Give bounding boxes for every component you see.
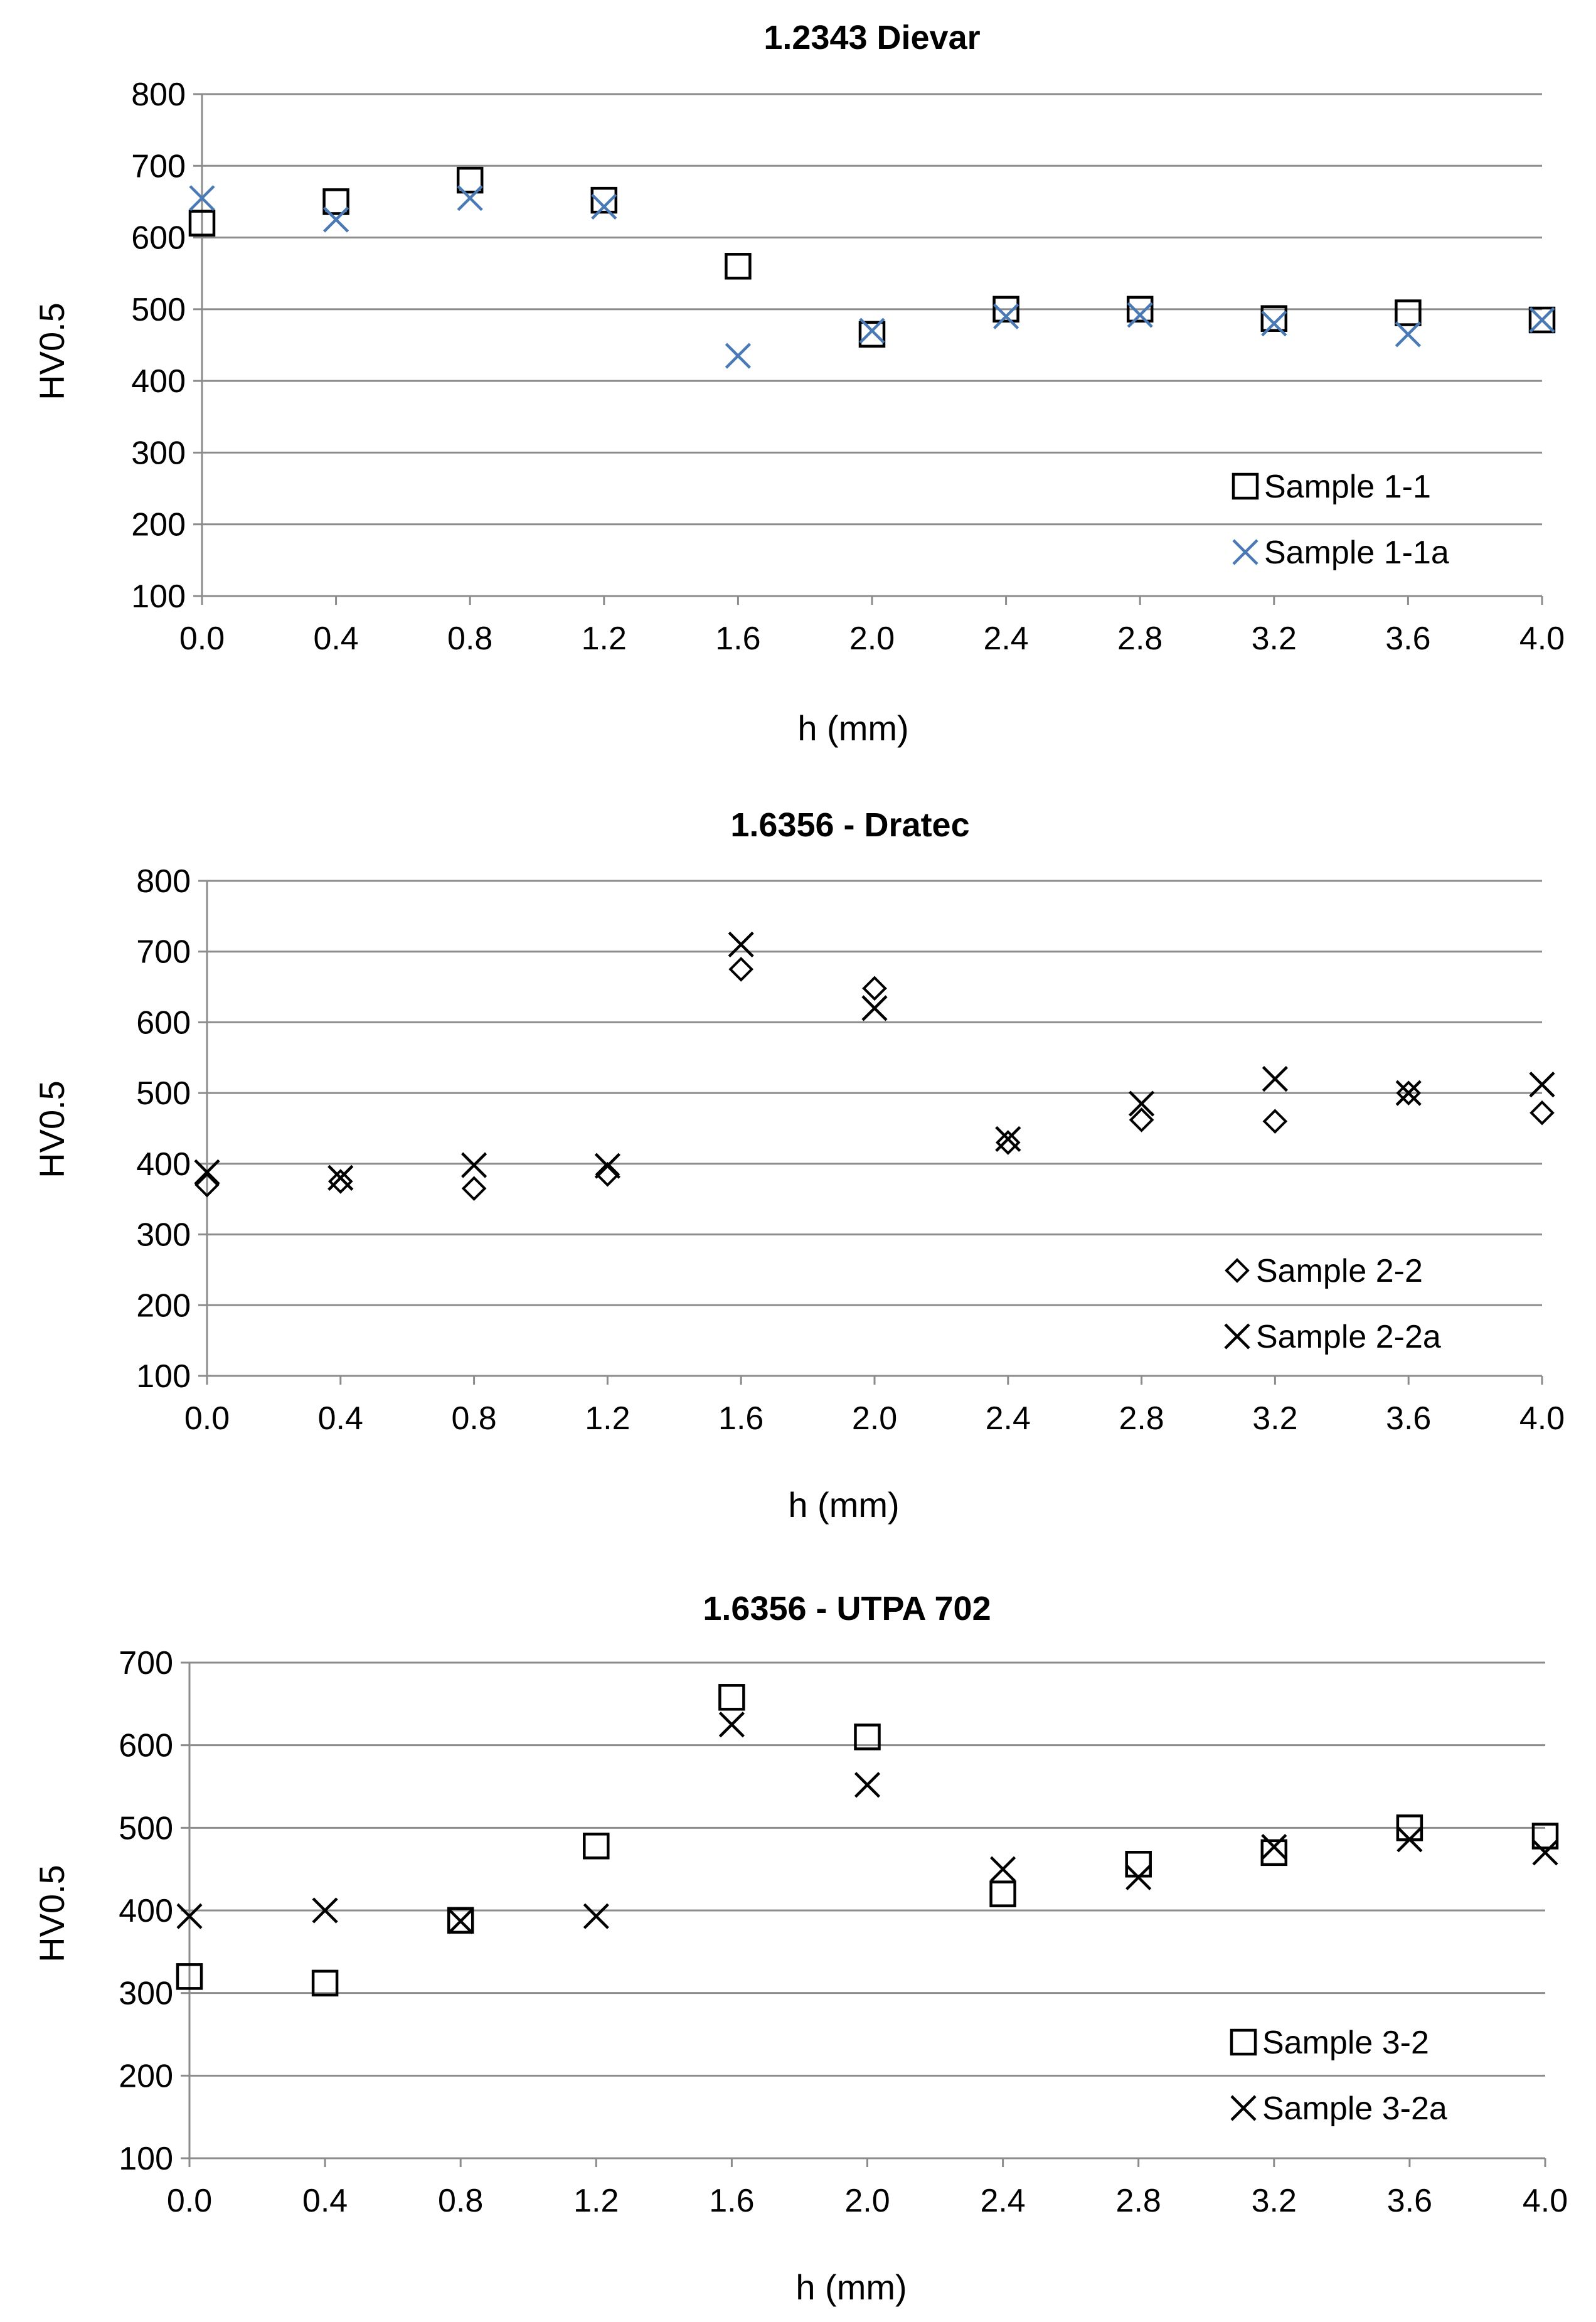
data-point	[584, 1834, 608, 1858]
data-point	[1262, 312, 1286, 336]
chart-1-x-axis-label: h (mm)	[797, 708, 909, 748]
data-point	[1263, 1067, 1287, 1091]
data-point	[860, 322, 884, 346]
x-tick-label: 2.4	[983, 620, 1029, 657]
chart-1-legend	[1233, 469, 1449, 571]
y-tick-label: 600	[119, 1727, 173, 1764]
y-tick-label: 300	[131, 435, 186, 472]
chart-1-gridlines	[193, 94, 1542, 605]
x-tick-label: 2.0	[844, 2183, 890, 2219]
x-tick-label: 2.8	[1115, 2183, 1161, 2219]
y-tick-label: 400	[136, 1146, 191, 1183]
legend-marker	[1226, 1260, 1248, 1281]
data-point	[592, 194, 616, 218]
y-tick-label: 500	[136, 1075, 191, 1112]
x-tick-label: 1.6	[718, 1400, 764, 1437]
data-point	[1128, 303, 1152, 327]
chart-2-gridlines	[198, 881, 1542, 1385]
chart-2-legend	[1225, 1253, 1441, 1355]
x-tick-label: 0.0	[166, 2183, 213, 2219]
data-point	[1262, 1841, 1286, 1865]
y-tick-label: 500	[119, 1810, 173, 1847]
legend-label: Sample 3-2a	[1262, 2090, 1447, 2127]
y-tick-label: 300	[119, 1975, 173, 2012]
y-tick-label: 100	[119, 2141, 173, 2177]
y-tick-label: 800	[131, 77, 186, 113]
data-point	[1533, 1841, 1557, 1865]
x-tick-label: 0.8	[451, 1400, 497, 1437]
data-point	[1130, 1092, 1154, 1116]
x-tick-label: 1.2	[573, 2183, 619, 2219]
legend-label: Sample 1-1a	[1264, 535, 1449, 571]
data-point	[449, 1909, 472, 1933]
y-tick-label: 500	[131, 291, 186, 328]
legend-label: Sample 2-2	[1256, 1253, 1423, 1289]
data-point	[726, 344, 750, 368]
y-tick-label: 700	[131, 148, 186, 185]
x-tick-label: 0.0	[179, 620, 225, 657]
data-point	[991, 1857, 1015, 1881]
x-tick-label: 2.4	[985, 1400, 1031, 1437]
chart-1-y-ticks	[131, 77, 186, 615]
chart-1-markers	[190, 168, 1554, 368]
x-tick-label: 1.6	[709, 2183, 755, 2219]
y-tick-label: 100	[131, 578, 186, 615]
x-tick-label: 1.2	[581, 620, 627, 657]
chart-1-title: 1.2343 Dievar	[763, 19, 981, 56]
data-point	[994, 304, 1018, 328]
chart-2-x-axis-label: h (mm)	[788, 1485, 900, 1525]
x-tick-label: 4.0	[1519, 1400, 1565, 1437]
data-point	[998, 1132, 1019, 1153]
y-tick-label: 400	[119, 1893, 173, 1929]
chart-3	[32, 1590, 1568, 2307]
x-tick-label: 3.2	[1251, 2183, 1297, 2219]
data-point	[726, 254, 750, 278]
x-tick-label: 0.8	[447, 620, 493, 657]
data-point	[1530, 308, 1554, 332]
x-tick-label: 2.8	[1117, 620, 1163, 657]
y-tick-label: 200	[131, 506, 186, 543]
data-point	[464, 1178, 485, 1199]
x-tick-label: 4.0	[1522, 2183, 1568, 2219]
data-point	[730, 959, 752, 980]
data-point	[1531, 1102, 1553, 1124]
chart-3-x-ticks	[167, 2183, 1568, 2219]
x-tick-label: 3.6	[1386, 2183, 1433, 2219]
x-tick-label: 2.4	[980, 2183, 1026, 2219]
data-point	[458, 186, 482, 210]
chart-2-y-axis-label: HV0.5	[32, 1080, 72, 1178]
y-tick-label: 200	[119, 2058, 173, 2095]
chart-1	[32, 19, 1565, 748]
x-tick-label: 0.4	[302, 2183, 348, 2219]
legend-label: Sample 1-1	[1264, 469, 1431, 505]
legend-marker	[1233, 474, 1257, 498]
x-tick-label: 2.8	[1119, 1400, 1164, 1437]
data-point	[330, 1171, 351, 1192]
y-tick-label: 600	[136, 1004, 191, 1041]
chart-3-y-axis-label: HV0.5	[32, 1865, 72, 1963]
chart-3-markers	[178, 1685, 1557, 1995]
data-point	[864, 977, 885, 999]
y-tick-label: 100	[136, 1358, 191, 1395]
x-tick-label: 2.0	[851, 1400, 898, 1437]
x-tick-label: 4.0	[1519, 620, 1565, 657]
chart-2-title: 1.6356 - Dratec	[730, 806, 970, 844]
chart-2-y-ticks	[136, 863, 191, 1395]
data-point	[313, 1971, 337, 1995]
x-tick-label: 0.8	[438, 2183, 484, 2219]
legend-marker	[1225, 1324, 1249, 1348]
chart-2-x-ticks	[184, 1400, 1565, 1437]
x-tick-label: 1.2	[585, 1400, 630, 1437]
data-point	[856, 1773, 880, 1797]
data-point	[720, 1713, 743, 1737]
legend-marker	[1233, 540, 1257, 564]
x-tick-label: 0.4	[317, 1400, 363, 1437]
chart-3-x-axis-label: h (mm)	[795, 2267, 907, 2307]
chart-3-title: 1.6356 - UTPA 702	[703, 1590, 991, 1627]
chart-2	[32, 806, 1565, 1525]
data-point	[595, 1154, 619, 1178]
legend-marker	[1232, 2030, 1255, 2054]
data-point	[1262, 307, 1286, 331]
y-tick-label: 600	[131, 220, 186, 257]
legend-label: Sample 3-2	[1262, 2025, 1429, 2061]
y-tick-label: 200	[136, 1287, 191, 1324]
data-point	[462, 1153, 486, 1177]
x-tick-label: 0.4	[313, 620, 359, 657]
x-tick-label: 1.6	[715, 620, 761, 657]
data-point	[584, 1904, 608, 1928]
data-point	[991, 1882, 1015, 1906]
chart-2-markers	[195, 932, 1554, 1199]
data-point	[324, 208, 348, 232]
x-tick-label: 3.6	[1385, 620, 1431, 657]
chart-1-y-axis-label: HV0.5	[32, 302, 72, 400]
legend-label: Sample 2-2a	[1256, 1319, 1441, 1355]
y-tick-label: 300	[136, 1217, 191, 1254]
data-point	[1262, 1835, 1286, 1859]
data-point	[1396, 301, 1420, 325]
legend-marker	[1232, 2096, 1255, 2120]
x-tick-label: 3.6	[1386, 1400, 1432, 1437]
chart-3-y-ticks	[119, 1645, 173, 2177]
y-tick-label: 700	[136, 934, 191, 971]
data-point	[729, 932, 753, 956]
data-point	[1127, 1852, 1151, 1876]
y-tick-label: 400	[131, 363, 186, 400]
x-tick-label: 3.2	[1251, 620, 1297, 657]
x-tick-label: 3.2	[1252, 1400, 1298, 1437]
chart-1-x-ticks	[179, 620, 1565, 657]
x-tick-label: 0.0	[184, 1400, 230, 1437]
data-point	[720, 1685, 743, 1709]
y-tick-label: 700	[119, 1645, 173, 1681]
x-tick-label: 2.0	[849, 620, 895, 657]
y-tick-label: 800	[136, 863, 191, 900]
data-point	[1264, 1110, 1285, 1132]
